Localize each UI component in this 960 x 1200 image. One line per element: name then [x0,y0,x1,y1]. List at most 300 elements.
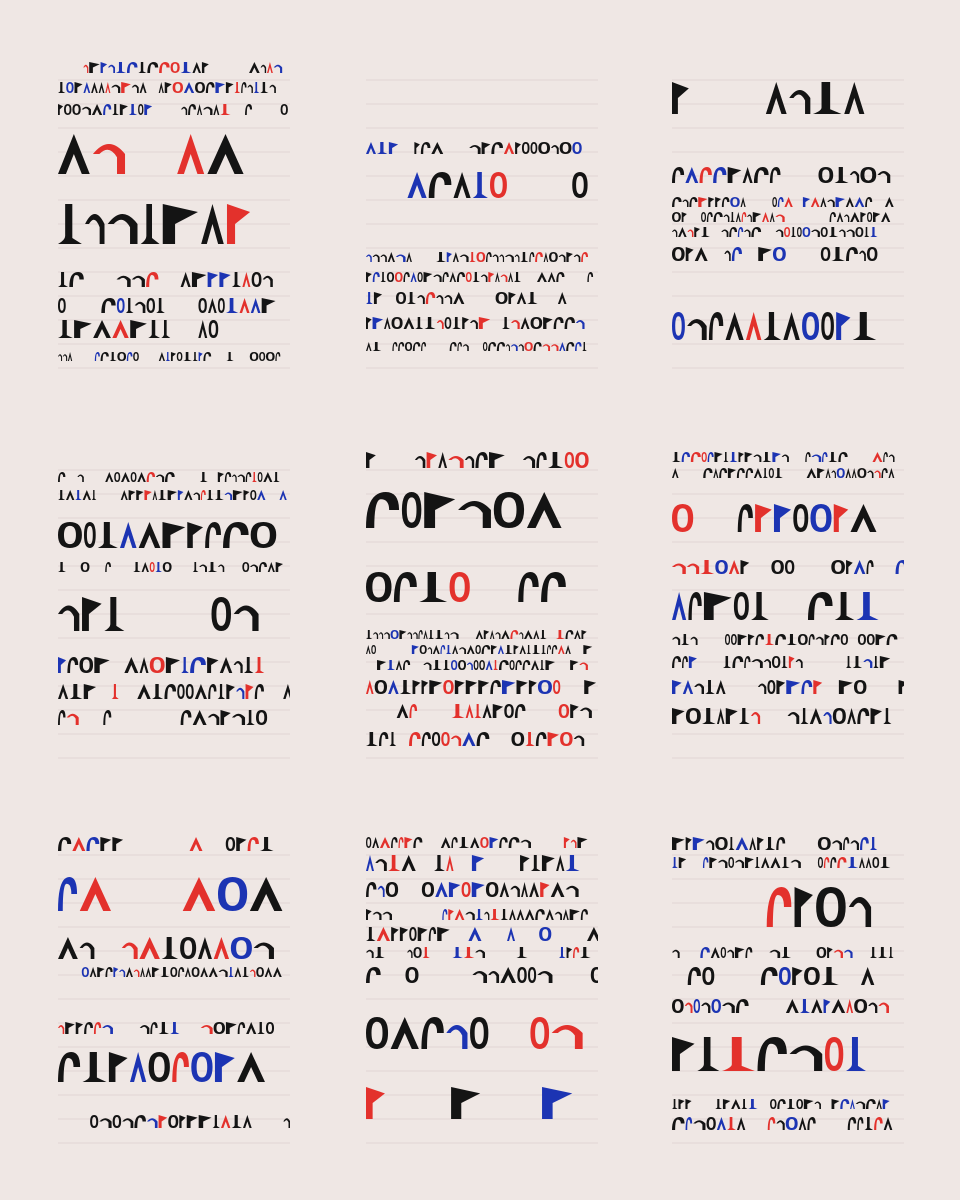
specimen-glyph [563,909,569,920]
specimen-glyph [84,1022,93,1034]
specimen-glyph [494,492,524,528]
specimen-glyph [85,214,104,244]
specimen-glyph [509,837,520,848]
specimen-glyph [724,251,730,262]
specimen-glyph [388,680,399,694]
panel-3 [672,60,912,380]
panel-5 [366,450,606,770]
specimen-glyph [811,230,820,238]
specimen-glyph [560,732,572,746]
specimen-glyph [394,572,417,602]
specimen-glyph [515,255,520,263]
specimen-glyph [577,837,587,848]
specimen-glyph [231,937,252,959]
specimen-glyph [67,657,78,673]
specimen-glyph [409,927,416,941]
specimen-glyph [246,472,252,482]
specimen-glyph [835,592,854,620]
specimen-glyph [672,312,685,340]
specimen-glyph [424,492,455,528]
specimen-glyph [860,212,866,222]
specimen-glyph [874,471,880,479]
specimen-glyph [899,680,904,694]
specimen-glyph [767,680,775,694]
specimen-glyph [805,452,810,462]
specimen-glyph [269,85,276,93]
specimen-glyph [242,272,250,287]
specimen-glyph [274,65,282,73]
specimen-glyph [437,927,449,941]
specimen-glyph [233,490,243,500]
specimen-glyph [729,560,739,574]
specimen-glyph [818,857,823,868]
specimen-glyph [560,142,572,154]
specimen-glyph [486,882,498,897]
specimen-glyph [450,342,457,351]
specimen-glyph [460,255,469,263]
specimen-glyph [772,197,777,207]
specimen-glyph [150,562,155,572]
specimen-glyph [709,857,717,868]
specimen-glyph [200,472,208,482]
specimen-glyph [708,452,714,462]
specimen-glyph [163,562,172,572]
specimen-glyph [889,947,894,958]
specimen-glyph [388,252,395,262]
specimen-glyph [559,255,566,263]
specimen-glyph [172,1052,189,1082]
specimen-glyph [117,276,131,287]
specimen-glyph [701,227,710,237]
specimen-glyph [112,104,119,115]
specimen-glyph [532,645,541,654]
specimen-glyph [870,227,877,237]
specimen-glyph [140,657,149,673]
specimen-glyph [518,572,538,602]
specimen-glyph [472,882,485,897]
specimen-glyph [448,456,463,468]
specimen-glyph [438,452,447,468]
specimen-glyph [201,490,206,500]
specimen-glyph [855,227,863,237]
specimen-glyph [158,490,167,500]
specimen-glyph [177,684,184,699]
specimen-glyph [75,490,82,500]
specimen-glyph [99,82,105,93]
specimen-glyph [159,62,170,73]
specimen-glyph [457,342,462,351]
specimen-glyph [68,352,72,361]
specimen-glyph [672,564,686,575]
specimen-glyph [542,344,550,351]
specimen-glyph [776,230,784,238]
specimen-glyph [280,490,287,500]
specimen-glyph [366,882,376,897]
specimen-glyph [448,909,454,920]
specimen-glyph [139,937,159,959]
specimen-glyph [225,472,231,482]
specimen-glyph [130,320,147,338]
specimen-glyph [232,714,245,725]
specimen-glyph [863,659,872,668]
specimen-glyph [89,62,99,73]
specimen-glyph [127,62,138,73]
specimen-glyph [140,82,147,93]
specimen-glyph [183,352,192,361]
specimen-glyph [166,657,180,673]
specimen-glyph [150,657,165,673]
specimen-glyph [92,104,102,115]
specimen-glyph [116,62,126,73]
specimen-glyph [58,877,77,911]
specimen-glyph [380,837,390,848]
specimen-glyph [58,472,65,482]
specimen-glyph [108,214,138,244]
specimen-glyph [113,1115,122,1128]
specimen-glyph [443,680,453,694]
specimen-glyph [529,252,534,262]
specimen-glyph [82,967,89,977]
specimen-glyph [392,342,397,351]
specimen-glyph [549,252,558,262]
specimen-glyph [565,452,574,468]
specimen-glyph [775,634,786,645]
specimen-glyph [134,970,140,978]
specimen-glyph [758,247,772,261]
specimen-glyph [245,104,252,115]
specimen-glyph [81,562,90,572]
specimen-glyph [687,564,699,575]
specimen-glyph [694,227,700,237]
specimen-glyph [866,1099,876,1109]
specimen-glyph [865,197,872,207]
specimen-glyph [472,855,484,871]
specimen-glyph [728,167,742,183]
specimen-glyph-block [672,835,904,1155]
specimen-glyph [127,352,133,361]
specimen-glyph [873,212,880,222]
specimen-glyph [683,680,693,694]
specimen-glyph [714,452,722,462]
specimen-glyph [483,342,487,351]
specimen-glyph [765,634,774,645]
specimen-glyph [465,912,474,920]
specimen-glyph [749,837,756,850]
specimen-glyph [521,317,530,329]
specimen-glyph [105,562,111,572]
specimen-glyph [587,272,593,282]
specimen-glyph [838,452,847,462]
specimen-glyph [260,82,268,93]
specimen-glyph [58,522,82,548]
specimen-glyph [406,252,412,262]
specimen-glyph [773,247,786,261]
specimen-glyph [711,999,720,1013]
specimen-glyph [72,104,80,115]
specimen-glyph [524,342,532,351]
specimen-glyph [728,857,734,868]
specimen-glyph [74,320,92,338]
specimen-glyph [226,298,238,313]
specimen-glyph [800,999,810,1013]
specimen-glyph [548,272,556,282]
specimen-glyph [803,197,810,207]
specimen-glyph [252,272,262,287]
specimen-glyph [766,82,787,114]
specimen-glyph [769,468,774,478]
specimen-glyph [373,317,384,329]
specimen-glyph [745,452,753,462]
specimen-glyph [434,855,445,871]
specimen-glyph [825,634,830,645]
specimen-glyph [420,645,427,654]
specimen-glyph [469,145,480,154]
specimen-glyph [846,247,858,261]
specimen-glyph [221,1115,230,1128]
specimen-glyph [191,1052,212,1082]
specimen-glyph [181,272,191,287]
specimen-glyph [58,710,65,725]
specimen-glyph [522,142,530,154]
specimen-glyph [150,1022,157,1034]
specimen-glyph [575,342,581,351]
specimen-glyph [741,197,746,207]
specimen-glyph [846,999,853,1013]
specimen-glyph [98,522,118,548]
specimen-glyph [190,657,206,673]
specimen-glyph [488,971,499,983]
specimen-glyph [377,927,390,941]
specimen-glyph [258,472,263,482]
specimen-glyph [846,560,853,574]
specimen-glyph [256,710,267,725]
specimen-glyph [213,1115,220,1128]
specimen-glyph [804,1099,814,1109]
specimen-glyph [159,352,165,361]
specimen-glyph [244,490,250,500]
specimen-glyph [883,1099,890,1109]
specimen-glyph [872,452,882,462]
specimen-glyph [83,82,90,93]
specimen-glyph [132,276,145,287]
specimen-glyph [421,342,426,351]
specimen-glyph [159,1022,170,1034]
specimen-glyph [847,857,858,868]
specimen-glyph [854,680,866,694]
specimen-glyph [181,657,189,673]
specimen-glyph [777,1099,785,1109]
specimen-glyph [483,704,492,718]
specimen-glyph [403,272,409,282]
panel-2 [366,60,606,380]
specimen-glyph [226,837,235,851]
specimen-glyph [58,837,71,851]
specimen-glyph [729,227,737,237]
specimen-glyph [508,272,513,282]
specimen-glyph [840,1099,849,1109]
specimen-glyph [832,1099,840,1109]
specimen-glyph [168,490,177,500]
specimen-glyph [517,909,524,920]
specimen-glyph [250,970,256,978]
specimen-glyph [781,947,791,958]
specimen-glyph [844,82,864,114]
specimen-glyph [723,1099,730,1109]
specimen-glyph [419,572,447,602]
specimen-glyph [697,1037,719,1071]
specimen-glyph [538,680,552,694]
specimen-glyph [520,855,530,871]
specimen-glyph [402,492,421,528]
specimen-glyph-block [366,835,598,1155]
specimen-glyph [452,947,462,958]
specimen-glyph [725,634,730,645]
specimen-glyph [870,837,877,850]
specimen-glyph [746,312,761,340]
specimen-glyph [544,252,549,262]
specimen-glyph [226,352,233,361]
specimen-glyph [745,947,752,958]
specimen-glyph [530,1017,549,1049]
specimen-glyph [672,999,684,1013]
specimen-glyph [844,215,849,223]
specimen-glyph [121,490,128,500]
specimen-glyph [133,562,141,572]
specimen-glyph [207,490,214,500]
specimen-glyph [231,1115,241,1128]
specimen-glyph [539,927,551,941]
specimen-glyph [508,292,515,304]
specimen-glyph [232,272,241,287]
specimen-glyph [700,947,710,958]
specimen-glyph [672,452,681,462]
specimen-glyph [251,298,261,313]
specimen-glyph [831,560,845,574]
specimen-glyph [134,1115,146,1128]
specimen-glyph [837,857,846,868]
specimen-glyph [860,837,869,850]
specimen-glyph [830,212,836,222]
specimen-glyph [791,860,801,868]
specimen-glyph [206,82,215,93]
specimen-glyph [678,227,687,237]
specimen-glyph [831,634,840,645]
specimen-glyph [732,247,742,261]
specimen-glyph [219,272,230,287]
specimen-glyph [374,292,382,304]
specimen-glyph [706,840,715,850]
specimen-glyph [208,714,219,725]
specimen-glyph [811,197,820,207]
specimen-glyph [250,352,259,361]
specimen-glyph [373,272,380,282]
specimen-glyph [181,62,192,73]
specimen-glyph [181,107,187,115]
specimen-glyph [83,490,91,500]
specimen-glyph [84,522,96,548]
specimen-glyph [499,255,504,263]
specimen-glyph [453,252,459,262]
specimen-glyph [499,837,508,848]
specimen-glyph [823,712,831,724]
specimen-glyph [275,352,280,361]
specimen-glyph [391,837,398,848]
specimen-glyph [276,562,283,572]
specimen-glyph [418,272,423,282]
specimen-glyph [765,837,775,850]
specimen-glyph [453,292,464,304]
specimen-glyph [464,947,475,958]
specimen-glyph [827,200,835,208]
specimen-glyph [83,65,88,73]
panel-4 [58,450,298,770]
specimen-glyph [520,840,531,848]
specimen-glyph [558,645,565,654]
specimen-glyph [510,660,515,670]
specimen-glyph [242,562,249,572]
specimen-glyph [94,657,109,673]
specimen-glyph [475,704,482,718]
specimen-glyph [131,472,137,482]
specimen-glyph [380,255,386,263]
specimen-glyph [201,1025,213,1034]
specimen-glyph [510,886,520,897]
specimen-glyph [864,227,869,237]
specimen-glyph [234,661,243,673]
specimen-glyph [232,475,237,483]
specimen-glyph [391,927,399,941]
specimen-glyph [187,522,203,548]
specimen-glyph [866,857,872,868]
specimen-glyph [215,1052,235,1082]
specimen-glyph [99,1118,111,1128]
specimen-glyph [509,909,516,920]
specimen-glyph [803,227,811,237]
specimen-glyph [90,1115,98,1128]
specimen-glyph [490,909,500,920]
specimen-glyph [764,659,771,668]
specimen-glyph [566,886,579,897]
specimen-glyph [672,1099,678,1109]
specimen-glyph [441,837,451,848]
specimen-glyph [870,947,877,958]
specimen-glyph [715,1099,722,1109]
specimen-glyph [474,660,479,670]
specimen-glyph [795,887,813,927]
specimen-glyph [153,490,158,500]
specimen-glyph [58,937,78,959]
specimen-glyph [415,317,423,329]
specimen-glyph [741,560,750,574]
specimen-glyph [214,937,229,959]
specimen-glyph [802,312,819,340]
specimen-glyph [491,645,497,654]
specimen-glyph [517,680,528,694]
specimen-glyph [721,947,726,958]
specimen-glyph [238,1022,245,1034]
specimen-glyph-block [366,450,598,770]
specimen-glyph [427,647,432,654]
specimen-glyph [372,342,381,351]
specimen-glyph [413,837,422,848]
specimen-glyph [112,837,123,851]
specimen-glyph [413,680,421,694]
specimen-glyph [868,1003,877,1014]
specimen-glyph [183,877,216,911]
specimen-glyph [566,855,580,871]
specimen-glyph [458,501,491,528]
specimen-glyph [779,967,791,985]
